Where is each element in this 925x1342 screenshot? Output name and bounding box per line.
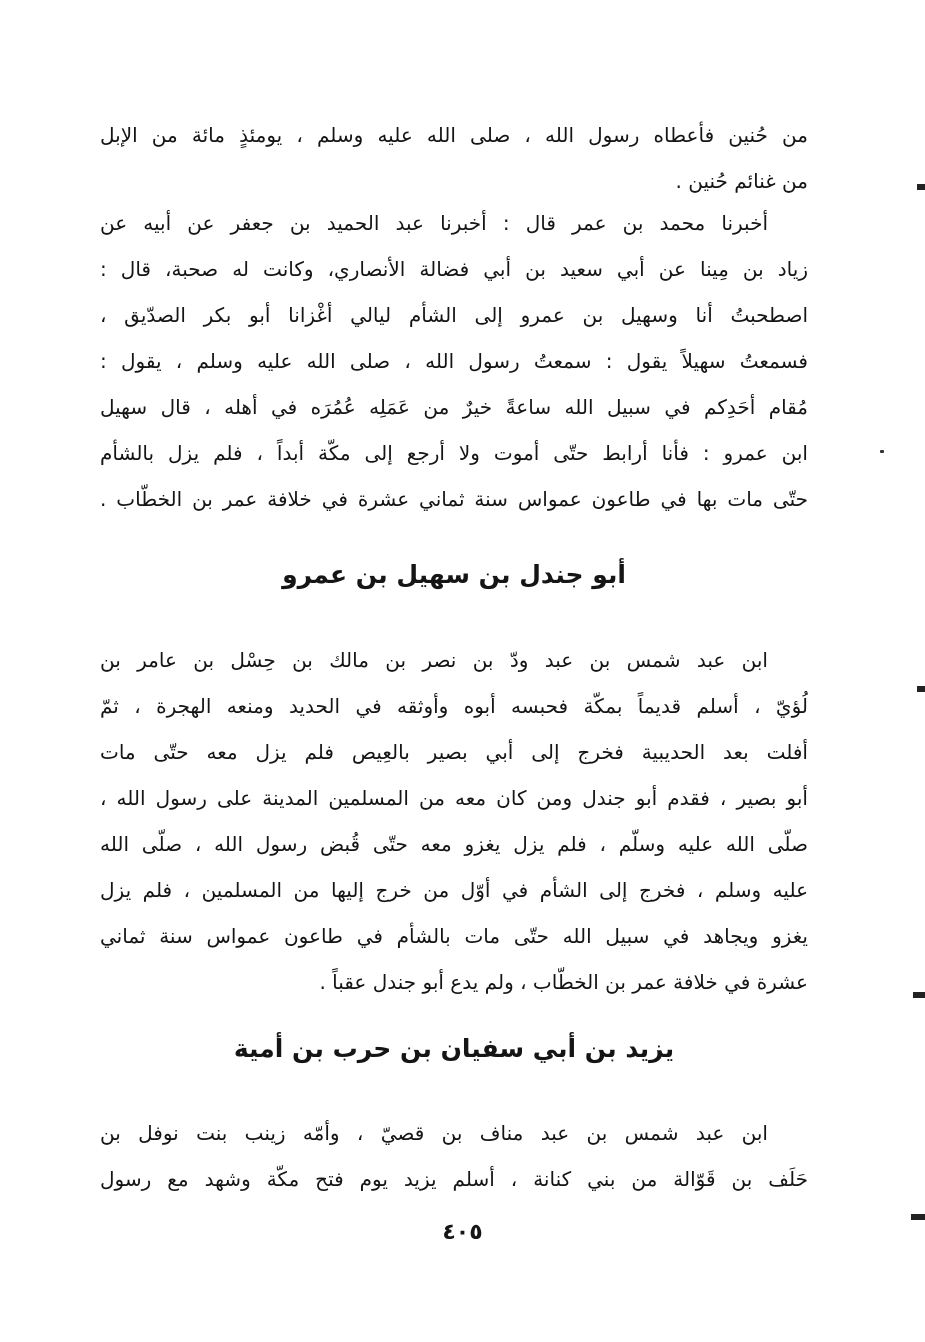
scan-edge-mark [917, 184, 925, 190]
page-number: ٤٠٥ [442, 1220, 483, 1245]
text-line: ابن عبد شمس بن عبد ودّ بن نصر بن مالك بن حِسْل بن عامر بن [100, 648, 768, 672]
scan-edge-mark [913, 992, 925, 998]
text-line: أفلت بعد الحديبية فخرج إلى أبي بصير بالعِيص فلم يزل معه حتّى مات [100, 740, 808, 764]
scan-edge-mark [911, 1214, 925, 1220]
text-line: من حُنين فأعطاه رسول الله ، صلى الله عليه وسلم ، يومئذٍ مائة من الإبل [100, 123, 808, 147]
scan-speck [880, 450, 884, 453]
text-line: عليه وسلم ، فخرج إلى الشأم في أوّل من خرج إليها من المسلمين ، فلم يزل [100, 878, 808, 902]
paragraph-biography [100, 637, 808, 1005]
text-line: عشرة في خلافة عمر بن الخطّاب ، ولم يدع أبو جندل عقباً . [319, 970, 808, 994]
text-line: حتّى مات بها في طاعون عمواس سنة ثماني عشرة في خلافة عمر بن الخطّاب . [100, 487, 808, 511]
text-line: ابن عمرو : فأنا أرابط حتّى أموت ولا أرجع إلى مكّة أبداً ، فلم يزل بالشأم [100, 441, 808, 465]
text-line: مُقام أحَدِكم في سبيل الله ساعةً خيرٌ من عَمَلِه عُمُرَه في أهله ، قال سهيل [100, 395, 808, 419]
text-line: أبو بصير ، فقدم أبو جندل ومن كان معه من المسلمين المدينة على رسول الله ، [100, 786, 808, 810]
text-line: حَلَف بن قَوّالة من بني كنانة ، أسلم يزيد يوم فتح مكّة وشهد مع رسول [100, 1167, 808, 1191]
text-line: لُؤيّ ، أسلم قديماً بمكّة فحبسه أبوه وأوثقه في الحديد ومنعه الهجرة ، ثمّ [100, 694, 808, 718]
text-line: زياد بن مِينا عن أبي سعيد بن أبي فضالة الأنصاري، وكانت له صحبة، قال : [100, 257, 808, 281]
paragraph-narration [100, 200, 808, 522]
scan-edge-mark [917, 686, 925, 692]
text-line: من غنائم حُنين . [675, 169, 808, 193]
text-line: اصطحبتُ أنا وسهيل بن عمرو إلى الشأم ليالي أغْزانا أبو بكر الصدّيق ، [100, 303, 808, 327]
text-line: يغزو ويجاهد في سبيل الله حتّى مات بالشأم في طاعون عمواس سنة ثماني [100, 924, 808, 948]
section-heading: يزيد بن أبي سفيان بن حرب بن أمية [233, 1034, 675, 1063]
text-line: فسمعتُ سهيلاً يقول : سمعتُ رسول الله ، صلى الله عليه وسلم ، يقول : [100, 349, 808, 373]
paragraph-biography [100, 1110, 808, 1202]
paragraph-continuation [100, 112, 808, 204]
section-heading: أبو جندل بن سهيل بن عمرو [282, 560, 626, 589]
text-line: ابن عبد شمس بن عبد مناف بن قصيّ ، وأمّه زينب بنت نوفل بن [100, 1121, 768, 1145]
text-line: أخبرنا محمد بن عمر قال : أخبرنا عبد الحميد بن جعفر عن أبيه عن [100, 211, 768, 235]
text-line: صلّى الله عليه وسلّم ، فلم يزل يغزو معه حتّى قُبض رسول الله ، صلّى الله [100, 832, 808, 856]
